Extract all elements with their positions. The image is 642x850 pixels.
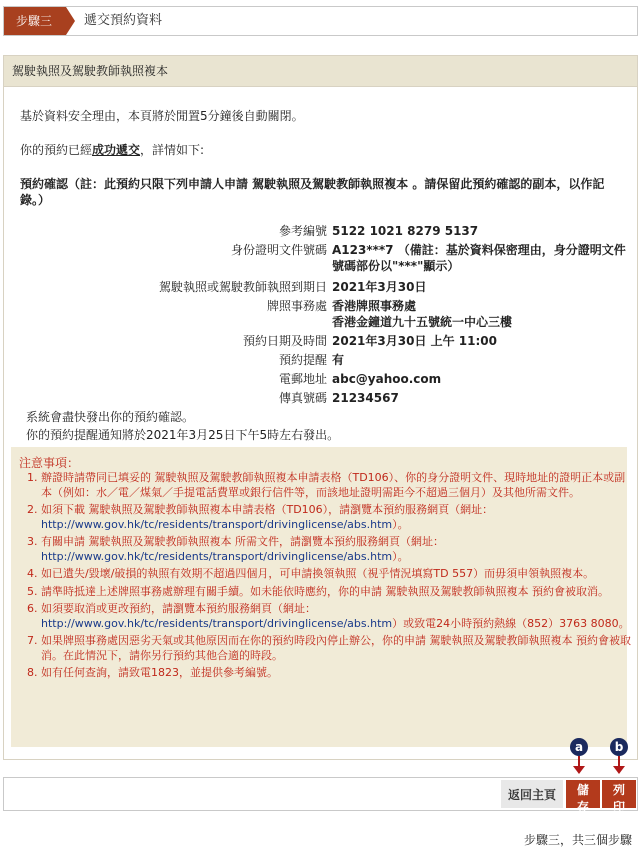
note-link[interactable]: http://www.gov.hk/tc/residents/transport/drivinglicense/abs.htm (41, 616, 393, 630)
detail-label-reminder: 預約提醒 (278, 353, 327, 367)
timeout-notice: 基於資料安全理由，本頁將於閒置5分鐘後自動關閉。 (20, 109, 304, 123)
detail-id-value: A123***7 (332, 243, 394, 257)
confirm-text: 預約確認（註：此預約只限下列申請人申請 駕駛執照及駕駛教師執照複本 。請保留此預約確認的副本，以作記錄。） (20, 177, 605, 207)
detail-label-datetime: 預約日期及時間 (242, 334, 327, 348)
note-item: 4. 如已遺失/毀壞/破損的執照有效期不超過四個月，可申請換領執照（視乎情況填寫TD 557）而毋須申領執照複本。 (41, 567, 631, 582)
note-item: 1. 辦證時請帶同已填妥的 駕駛執照及駕駛教師執照複本申請表格（TD106）、你的身分證明文件、現時地址的證明正本或副本（例如：水／電／煤氣／手提電話費單或銀行信件等，而該地址證明需距今不超過三個月）及其他所需文件。 (41, 471, 631, 500)
detail-label-id: 身份證明文件號碼 (230, 243, 327, 257)
note-item: 6. 如須要取消或更改預約，請瀏覽本預約服務網頁（網址：http://www.gov.hk/tc/residents/transport/drivinglicense/abs.htm）或致電24小時預約熱線（852）3763 8080。 (41, 602, 631, 631)
notes-box (11, 447, 631, 747)
success-suffix: ，詳情如下: (140, 143, 205, 157)
success-prefix: 你的預約已經 (20, 143, 93, 157)
step-footer: 步驟三，共三個步驟 (523, 833, 632, 847)
panel-heading: 駕駛執照及駕駛教師執照複本 (4, 56, 637, 87)
send-notice: 系統會盡快發出你的預約確認。 (26, 410, 195, 424)
detail-value-expiry: 2021年3月30日 (332, 280, 427, 294)
badge-b: b (610, 738, 628, 756)
button-bar (3, 777, 638, 814)
detail-value-email: abc@yahoo.com (332, 372, 442, 386)
detail-label-ref: 參考編號 (278, 224, 327, 238)
note-link[interactable]: http://www.gov.hk/tc/residents/transport/drivinglicense/abs.htm (41, 517, 393, 531)
detail-value-fax: 21234567 (332, 391, 399, 405)
step-arrow (66, 7, 75, 35)
reminder-notice: 你的預約提醒通知將於2021年3月25日下午5時左右發出。 (26, 428, 340, 442)
note-item: 2. 如須下載 駕駛執照及駕駛教師執照複本申請表格（TD106），請瀏覽本預約服務網頁（網址：http://www.gov.hk/tc/residents/transport/drivinglicense/abs.htm）。 (41, 503, 631, 532)
step-tab: 步驟三 (4, 7, 66, 35)
note-item: 8. 如有任何查詢，請致電1823，並提供參考編號。 (41, 666, 631, 681)
arrow-b-head (613, 766, 625, 774)
arrow-a-head (573, 766, 585, 774)
notes-title: 注意事項： (19, 456, 80, 470)
arrow-a-shaft (578, 756, 580, 766)
detail-value-reminder: 有 (332, 353, 345, 367)
detail-label-fax: 傳真號碼 (278, 391, 327, 405)
step-header (3, 6, 638, 36)
print-button[interactable]: 列印 (602, 780, 636, 808)
home-button[interactable]: 返回主頁 (501, 780, 563, 808)
badge-a: a (570, 738, 588, 756)
note-item: 3. 有關申請 駕駛執照及駕駛教師執照複本 所需文件，請瀏覽本預約服務網頁（網址：http://www.gov.hk/tc/residents/transport/drivinglicense/abs.htm）。 (41, 535, 631, 564)
notes-list (19, 471, 631, 684)
detail-value-office: 香港牌照事務處 (332, 299, 417, 313)
note-item: 5. 請準時抵達上述牌照事務處辦理有關手續。如未能依時應約，你的申請 駕駛執照及駕駛教師執照複本 預約會被取消。 (41, 585, 631, 600)
detail-label-expiry: 駕駛執照或駕駛教師執照到期日 (158, 280, 327, 294)
detail-value-office-address: 香港金鐘道九十五號統一中心三樓 (332, 315, 513, 329)
detail-label-email: 電郵地址 (278, 372, 327, 386)
success-message (20, 142, 204, 158)
success-strong: 成功遞交 (92, 143, 141, 157)
step-title: 遞交預約資料 (84, 13, 163, 28)
save-button[interactable]: 儲存 (566, 780, 600, 808)
note-link[interactable]: http://www.gov.hk/tc/residents/transport/drivinglicense/abs.htm (41, 549, 393, 563)
note-item: 7. 如果牌照事務處因惡劣天氣或其他原因而在你的預約時段內停止辦公，你的申請 駕駛執照及駕駛教師執照複本 預約會被取消。在此情況下，請你另行預約其他合適的時段。 (41, 634, 631, 663)
arrow-b-shaft (618, 756, 620, 766)
detail-id-note: （備註：基於資料保密理由，身分證明文件號碼部份以"***"顯示） (332, 243, 626, 273)
detail-value-id (332, 242, 627, 274)
detail-value-ref: 5122 1021 8279 5137 (332, 224, 479, 238)
detail-value-datetime: 2021年3月30日 上午 11:00 (332, 334, 498, 348)
detail-label-office: 牌照事務處 (266, 299, 327, 313)
